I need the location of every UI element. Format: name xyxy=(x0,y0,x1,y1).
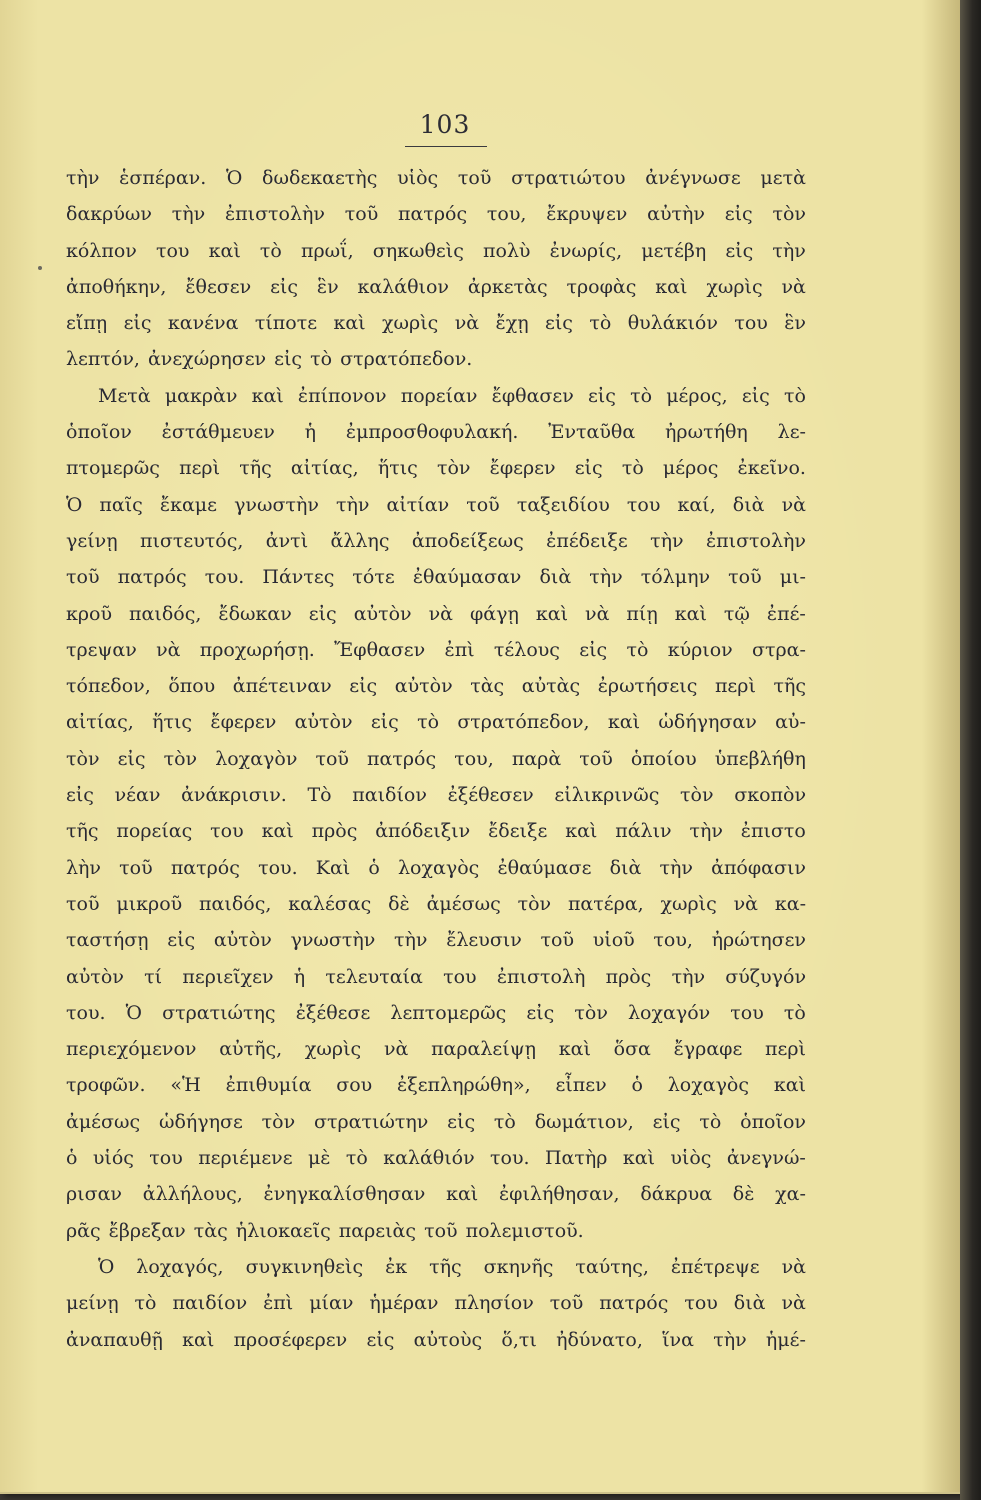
text-line: του. Ὁ στρατιώτης ἐξέθεσε λεπτομερῶς εἰς τὸν λοχαγόν του τὸ xyxy=(66,1001,806,1024)
text-line: ὁ υἱός του περιέμενε μὲ τὸ καλάθιόν του. Πατὴρ καὶ υἱὸς ἀνεγνώ- xyxy=(66,1147,806,1170)
text-line: αἰτίας, ἥτις ἔφερεν αὐτὸν εἰς τὸ στρατόπεδον, καὶ ὡδήγησαν αὐ- xyxy=(66,711,806,734)
text-line: κόλπον του καὶ τὸ πρωΐ, σηκωθεὶς πολὺ ἐνωρίς, μετέβη εἰς τὴν xyxy=(66,239,806,262)
text-line: εἴπῃ εἰς κανένα τίποτε καὶ χωρὶς νὰ ἔχῃ εἰς τὸ θυλάκιόν του ἓν xyxy=(66,312,806,335)
paragraph-start-line: Ὁ λοχαγός, συγκινηθεὶς ἐκ τῆς σκηνῆς ταύτης, ἐπέτρεψε νὰ xyxy=(98,1255,806,1278)
body-text xyxy=(66,160,806,1358)
text-line: μείνῃ τὸ παιδίον ἐπὶ μίαν ἡμέραν πλησίον τοῦ πατρός του διὰ νὰ xyxy=(66,1292,806,1315)
text-line: ἀποθήκην, ἔθεσεν εἰς ἓν καλάθιον ἀρκετὰς τροφὰς καὶ χωρὶς νὰ xyxy=(66,275,806,298)
text-line: τρεψαν νὰ προχωρήσῃ. Ἔφθασεν ἐπὶ τέλους εἰς τὸ κύριον στρα- xyxy=(66,638,806,661)
text-line: τροφῶν. «Ἡ ἐπιθυμία σου ἐξεπληρώθη», εἶπεν ὁ λοχαγὸς καὶ xyxy=(66,1074,806,1097)
text-line: ὁποῖον ἐστάθμευεν ἡ ἐμπροσθοφυλακή. Ἐνταῦθα ἠρωτήθη λε- xyxy=(66,421,806,444)
text-line: τὴν ἑσπέραν. Ὁ δωδεκαετὴς υἱὸς τοῦ στρατιώτου ἀνέγνωσε μετὰ xyxy=(66,167,806,189)
text-line: εἰς νέαν ἀνάκρισιν. Τὸ παιδίον ἐξέθεσεν εἰλικρινῶς τὸν σκοπὸν xyxy=(66,784,806,807)
text-line: λεπτόν, ἀνεχώρησεν εἰς τὸ στρατόπεδον. xyxy=(66,348,473,371)
paragraph-start-line: Μετὰ μακρὰν καὶ ἐπίπονον πορείαν ἔφθασεν εἰς τὸ μέρος, εἰς τὸ xyxy=(98,384,806,407)
book-spine-edge xyxy=(960,0,981,1500)
text-line: ρᾶς ἔβρεξαν τὰς ἡλιοκαεῖς παρειὰς τοῦ πολεμιστοῦ. xyxy=(66,1219,584,1242)
text-line: κροῦ παιδός, ἔδωκαν εἰς αὐτὸν νὰ φάγῃ καὶ νὰ πίῃ καὶ τῷ ἐπέ- xyxy=(66,602,806,625)
page-number-rule xyxy=(405,146,487,147)
text-line: ταστήσῃ εἰς αὐτὸν γνωστὴν τὴν ἔλευσιν τοῦ υἱοῦ του, ἠρώτησεν xyxy=(66,929,806,952)
text-line: περιεχόμενον αὐτῆς, χωρὶς νὰ παραλείψῃ καὶ ὅσα ἔγραφε περὶ xyxy=(66,1038,806,1061)
text-line: τοῦ πατρός του. Πάντες τότε ἐθαύμασαν διὰ τὴν τόλμην τοῦ μι- xyxy=(66,566,806,589)
page-number: 103 xyxy=(419,110,471,139)
text-line: τόπεδον, ὅπου ἀπέτειναν εἰς αὐτὸν τὰς αὐτὰς ἐρωτήσεις περὶ τῆς xyxy=(66,675,806,698)
text-line: τὸν εἰς τὸν λοχαγὸν τοῦ πατρός του, παρὰ τοῦ ὁποίου ὑπεβλήθη xyxy=(66,747,806,770)
text-line: Ὁ παῖς ἔκαμε γνωστὴν τὴν αἰτίαν τοῦ ταξειδίου του καί, διὰ νὰ xyxy=(66,493,806,516)
margin-mark xyxy=(38,266,42,270)
text-line: ἀμέσως ὡδήγησε τὸν στρατιώτην εἰς τὸ δωμάτιον, εἰς τὸ ὁποῖον xyxy=(66,1110,806,1133)
text-line: λὴν τοῦ πατρός του. Καὶ ὁ λοχαγὸς ἐθαύμασε διὰ τὴν ἀπόφασιν xyxy=(66,856,806,879)
text-line: τῆς πορείας του καὶ πρὸς ἀπόδειξιν ἔδειξε καὶ πάλιν τὴν ἐπιστο xyxy=(66,820,806,843)
text-line: αὐτὸν τί περιεῖχεν ἡ τελευταία του ἐπιστολὴ πρὸς τὴν σύζυγόν xyxy=(66,965,806,988)
text-line: δακρύων τὴν ἐπιστολὴν τοῦ πατρός του, ἔκρυψεν αὐτὴν εἰς τὸν xyxy=(66,203,806,226)
text-line: τοῦ μικροῦ παιδός, καλέσας δὲ ἀμέσως τὸν πατέρα, χωρὶς νὰ κα- xyxy=(66,892,806,915)
text-line: πτομερῶς περὶ τῆς αἰτίας, ἥτις τὸν ἔφερεν εἰς τὸ μέρος ἐκεῖνο. xyxy=(66,457,806,480)
text-line: ρισαν ἀλλήλους, ἐνηγκαλίσθησαν καὶ ἐφιλήθησαν, δάκρυα δὲ χα- xyxy=(66,1183,806,1206)
text-line: ἀναπαυθῇ καὶ προσέφερεν εἰς αὐτοὺς ὅ,τι ἠδύνατο, ἵνα τὴν ἡμέ- xyxy=(66,1328,806,1351)
text-line: γείνῃ πιστευτός, ἀντὶ ἄλλης ἀποδείξεως ἐπέδειξε τὴν ἐπιστολὴν xyxy=(66,529,806,552)
